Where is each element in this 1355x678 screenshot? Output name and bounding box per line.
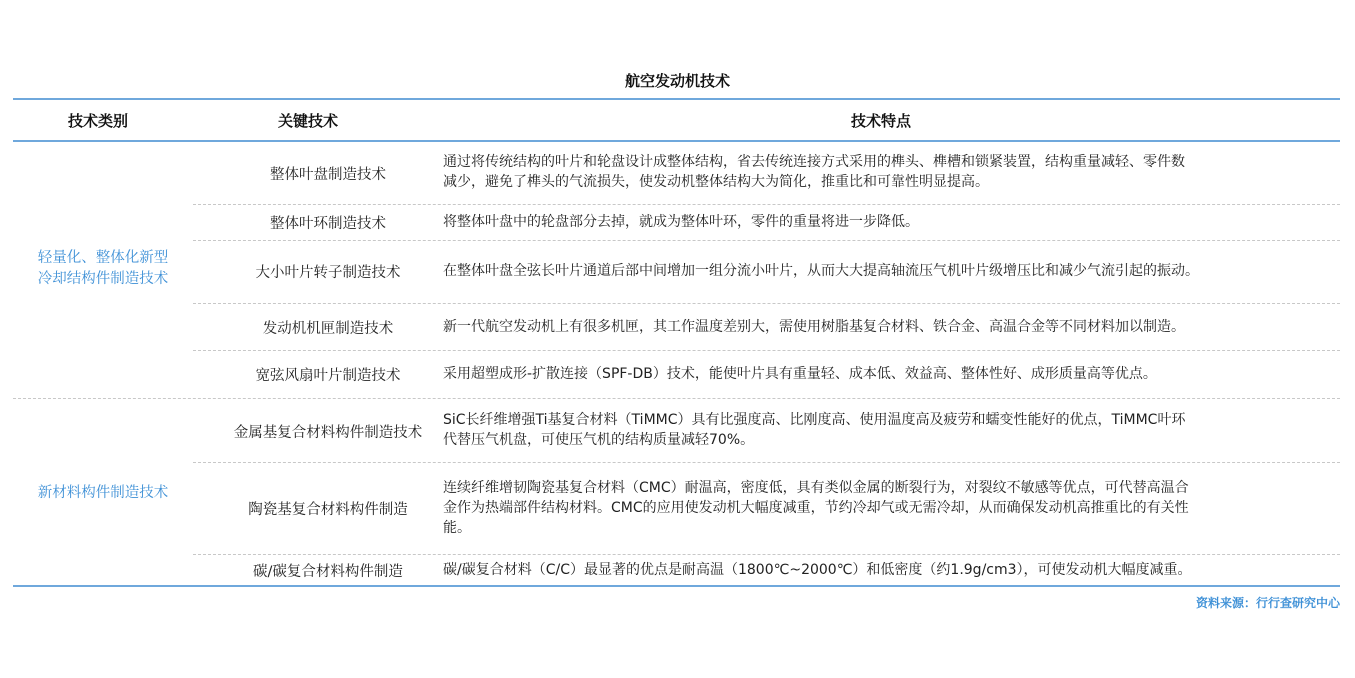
- key-tech: 陶瓷基复合材料构件制造: [248, 502, 408, 518]
- feature-text: [443, 317, 1338, 337]
- table-row: [193, 240, 1340, 303]
- header-category: 技术类别: [68, 112, 129, 130]
- category-new-material: [13, 483, 193, 504]
- feature-text: [443, 478, 1338, 538]
- feature-text: [443, 560, 1338, 580]
- key-tech: 整体叶环制造技术: [270, 216, 386, 232]
- category-line: 轻量化、整体化新型: [37, 250, 169, 266]
- table-row: [193, 462, 1340, 554]
- category-line: 冷却结构件制造技术: [37, 271, 169, 287]
- feature-line: 减少，避免了榫头的气流损失，使发动机整体结构大为简化，推重比和可靠性明显提高。: [443, 174, 989, 190]
- source-note: 资料来源：行行查研究中心: [1195, 596, 1340, 610]
- key-tech: 发动机机匣制造技术: [262, 321, 394, 337]
- table-row: [193, 350, 1340, 398]
- table-row: [193, 204, 1340, 240]
- table-top-rule: [13, 98, 1340, 100]
- feature-line: 代替压气机盘，可使压气机的结构质量减轻70%。: [443, 432, 755, 448]
- header-feature: 技术特点: [851, 112, 912, 130]
- header-key: 关键技术: [278, 112, 339, 130]
- feature-line: SiC长纤维增强Ti基复合材料（TiMMC）具有比强度高、比刚度高、使用温度高及疲劳和蠕变性能好的优点，TiMMC叶环: [443, 412, 1186, 428]
- feature-text: [443, 212, 1338, 232]
- key-tech: 碳/碳复合材料构件制造: [253, 564, 403, 580]
- feature-text: [443, 410, 1338, 450]
- table-row: [193, 398, 1340, 462]
- feature-line: 金作为热端部件结构材料。CMC的应用使发动机大幅度减重，节约冷却气或无需冷却，从而确保发动机高推重比的有关性: [443, 500, 1189, 516]
- table-bottom-rule: [13, 585, 1340, 587]
- feature-text: [443, 364, 1338, 384]
- feature-text: [443, 261, 1338, 281]
- category-lightweight: [13, 248, 193, 290]
- key-tech: 整体叶盘制造技术: [270, 167, 386, 183]
- feature-line: 碳/碳复合材料（C/C）最显著的优点是耐高温（1800℃~2000℃）和低密度（约1.9g/cm3），可使发动机大幅度减重。: [443, 562, 1192, 578]
- feature-text: [443, 152, 1338, 192]
- feature-line: 能。: [443, 520, 471, 536]
- feature-line: 采用超塑成形-扩散连接（SPF-DB）技术，能使叶片具有重量轻、成本低、效益高、整体性好、成形质量高等优点。: [443, 366, 1157, 382]
- key-tech: 宽弦风扇叶片制造技术: [255, 368, 401, 384]
- feature-line: 在整体叶盘全弦长叶片通道后部中间增加一组分流小叶片，从而大大提高轴流压气机叶片级增压比和减少气流引起的振动。: [443, 263, 1199, 279]
- feature-line: 通过将传统结构的叶片和轮盘设计成整体结构，省去传统连接方式采用的榫头、榫槽和锁紧装置，结构重量减轻、零件数: [443, 154, 1185, 170]
- feature-line: 新一代航空发动机上有很多机匣，其工作温度差别大，需使用树脂基复合材料、铁合金、高温合金等不同材料加以制造。: [443, 319, 1185, 335]
- feature-line: 连续纤维增韧陶瓷基复合材料（CMC）耐温高，密度低，具有类似金属的断裂行为，对裂纹不敏感等优点，可代替高温合: [443, 480, 1189, 496]
- category-line: 新材料构件制造技术: [37, 485, 169, 501]
- feature-line: 将整体叶盘中的轮盘部分去掉，就成为整体叶环，零件的重量将进一步降低。: [443, 214, 919, 230]
- table-title: 航空发动机技术: [624, 72, 730, 90]
- table-row: [193, 142, 1340, 204]
- table-row: [193, 554, 1340, 585]
- key-tech: 大小叶片转子制造技术: [255, 265, 401, 281]
- table-row: [193, 303, 1340, 350]
- key-tech: 金属基复合材料构件制造技术: [233, 425, 423, 441]
